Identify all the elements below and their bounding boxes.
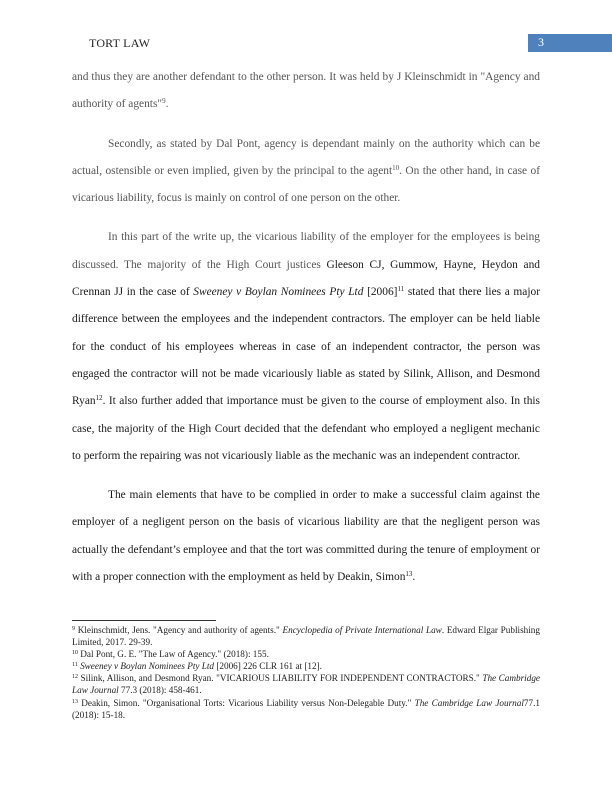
footnote-13 xyxy=(72,697,540,721)
footnote-ref-11[interactable]: 11 xyxy=(397,285,405,294)
footnote-number: 9 xyxy=(72,626,75,632)
paragraph-1 xyxy=(72,64,540,119)
footnote-10 xyxy=(72,648,540,660)
footnote-text-end: . Edward Elgar Publishing Limited, 2017. 29-39. xyxy=(72,625,540,648)
footnote-italic: The Cambridge Law Journal xyxy=(414,697,524,708)
paragraph-4-end: . xyxy=(412,571,416,584)
paragraph-3-text-d: stated that there lies a major difference between the employees and the independent contractors. The employer can be held liable for the conduct of his employees whereas in case of an independent contractor, the person was engaged the contractor will not be made vicariously liable as stated by Silink, Allison, and Desmond Ryan xyxy=(72,286,540,408)
footnote-text: Kleinschmidt, Jens. "Agency and authority of agents." xyxy=(75,625,283,635)
footnote-9 xyxy=(72,624,540,648)
footnote-ref-10[interactable]: 10 xyxy=(392,163,400,172)
footnote-number: 11 xyxy=(72,662,78,669)
running-header-title: TORT LAW xyxy=(89,36,151,50)
paragraph-2 xyxy=(72,131,540,213)
footnote-separator xyxy=(72,620,216,621)
paragraph-3-text-e: . It also further added that importance must be given to the course of employment also. In this case, the majority of the High Court decided that the defendant who employed a negligent mechanic to perform the repairing was not vicariously liable as the mechanic was an independent contractor. xyxy=(72,395,540,462)
footnote-text-end: 77.3 (2018): 458-461. xyxy=(118,685,202,696)
page-number: 3 xyxy=(538,35,544,49)
paragraph-4 xyxy=(72,482,540,591)
footnote-text: Dal Pont, G. E. "The Law of Agency." (2018): 155. xyxy=(78,649,269,660)
paragraph-3 xyxy=(72,224,540,470)
page-header xyxy=(0,34,612,52)
paragraph-3-text-c: [2006] xyxy=(363,286,398,299)
paragraph-2-text-a: Secondly, as stated by Dal Pont, agency is dependant mainly on the authority which can be actual, ostensible or even implied, given by the principal to the agent xyxy=(72,137,540,177)
footnote-text: Deakin, Simon. "Organisational Torts: Vicarious Liability versus Non-Delegable Duty." xyxy=(78,697,415,708)
footnote-ref-13[interactable]: 13 xyxy=(405,570,413,579)
footnote-ref-12[interactable]: 12 xyxy=(95,394,103,403)
page-number-badge xyxy=(528,34,612,52)
paragraph-2-text-b: . On the other hand, in case of vicarious liability, focus is mainly on control of one person on the other. xyxy=(72,164,540,205)
footnote-text-end: [2006] 226 CLR 161 at [12]. xyxy=(214,661,322,672)
footnote-text-end: 77.1 (2018): 15-18. xyxy=(72,697,540,720)
footnotes xyxy=(72,624,540,721)
case-name: Sweeney v Boylan Nominees Pty Ltd xyxy=(193,286,364,299)
body-text xyxy=(72,64,540,603)
footnote-11 xyxy=(72,660,540,672)
paragraph-1-text: and thus they are another defendant to the other person. It was held by J Kleinschmidt in "Agency and authority of agents" xyxy=(72,71,540,111)
footnote-text: Silink, Allison, and Desmond Ryan. "VICARIOUS LIABILITY FOR INDEPENDENT CONTRACTORS." xyxy=(78,673,483,684)
footnote-italic: Sweeney v Boylan Nominees Pty Ltd xyxy=(80,661,215,672)
footnote-number: 10 xyxy=(72,650,78,657)
footnote-12 xyxy=(72,672,540,696)
footnote-number: 12 xyxy=(72,674,78,681)
paragraph-3-text-a: In this part of the write up, the vicarious liability of the employer for the employees is being discussed. The majority of the High Court justices xyxy=(72,231,540,271)
paragraph-1-end: . xyxy=(165,98,169,111)
paragraph-3-text-b: Gleeson CJ, Gummow, Hayne, Heydon and Crennan JJ in the case of xyxy=(72,258,541,299)
footnote-italic: The Cambridge Law Journal xyxy=(72,673,540,696)
paragraph-4-text: The main elements that have to be complied in order to make a successful claim against the employer of a negligent person on the basis of vicarious liability are that the negligent person was actually the defendant’s employee and that the tort was committed during the tenure of employment or with a proper connection with the employment as held by Deakin, Simon xyxy=(72,489,540,584)
footnote-italic: Encyclopedia of Private International Law xyxy=(282,625,442,635)
footnote-ref-9[interactable]: 9 xyxy=(162,97,166,106)
footnote-number: 13 xyxy=(72,698,78,705)
